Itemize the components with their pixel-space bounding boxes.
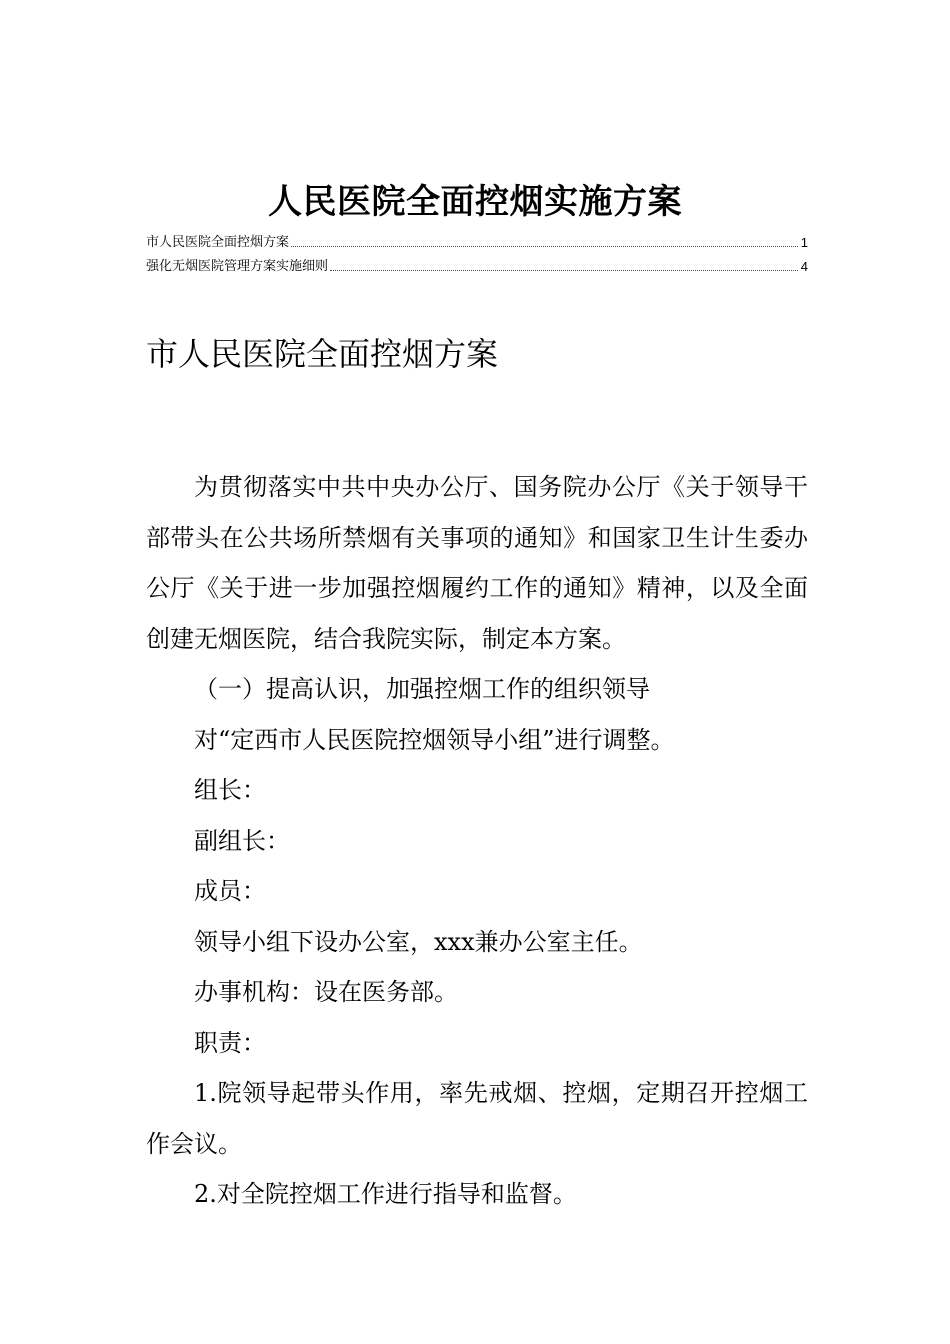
paragraph: （一）提高认识，加强控烟工作的组织领导 xyxy=(194,675,650,703)
paragraph: 职责： xyxy=(194,1028,266,1057)
paragraph: 2.对全院控烟工作进行指导和监督。 xyxy=(194,1180,577,1208)
toc-leader-dots xyxy=(330,269,798,271)
paragraph: 副组长： xyxy=(194,826,290,855)
table-of-contents xyxy=(146,228,808,276)
paragraph: 成员： xyxy=(194,877,266,905)
paragraph: 办事机构：设在医务部。 xyxy=(194,978,458,1006)
paragraph: 组长： xyxy=(194,776,266,804)
paragraph: 1.院领导起带头作用，率先戒烟、控烟，定期召开控烟工作会议。 xyxy=(146,1079,808,1158)
toc-entry[interactable] xyxy=(146,228,808,252)
document-title: 人民医院全面控烟实施方案 xyxy=(268,182,682,222)
toc-entry-page: 1 xyxy=(800,235,808,250)
toc-entry[interactable] xyxy=(146,252,808,276)
toc-leader-dots xyxy=(291,245,798,247)
paragraph: 对“定西市人民医院控烟领导小组”进行调整。 xyxy=(194,725,675,754)
paragraph: 为贯彻落实中共中央办公厅、国务院办公厅《关于领导干部带头在公共场所禁烟有关事项的通知》和国家卫生计生委办公厅《关于进一步加强控烟履约工作的通知》精神，以及全面创建无烟医院，结合我院实际，制定本方案。 xyxy=(146,473,808,653)
body-text xyxy=(146,462,808,1220)
toc-entry-text: 市人民医院全面控烟方案 xyxy=(146,235,290,250)
paragraph: 领导小组下设办公室，xxx兼办公室主任。 xyxy=(194,927,643,956)
section-heading: 市人民医院全面控烟方案 xyxy=(146,335,499,373)
toc-entry-page: 4 xyxy=(800,259,808,274)
toc-entry-text: 强化无烟医院管理方案实施细则 xyxy=(146,259,329,274)
